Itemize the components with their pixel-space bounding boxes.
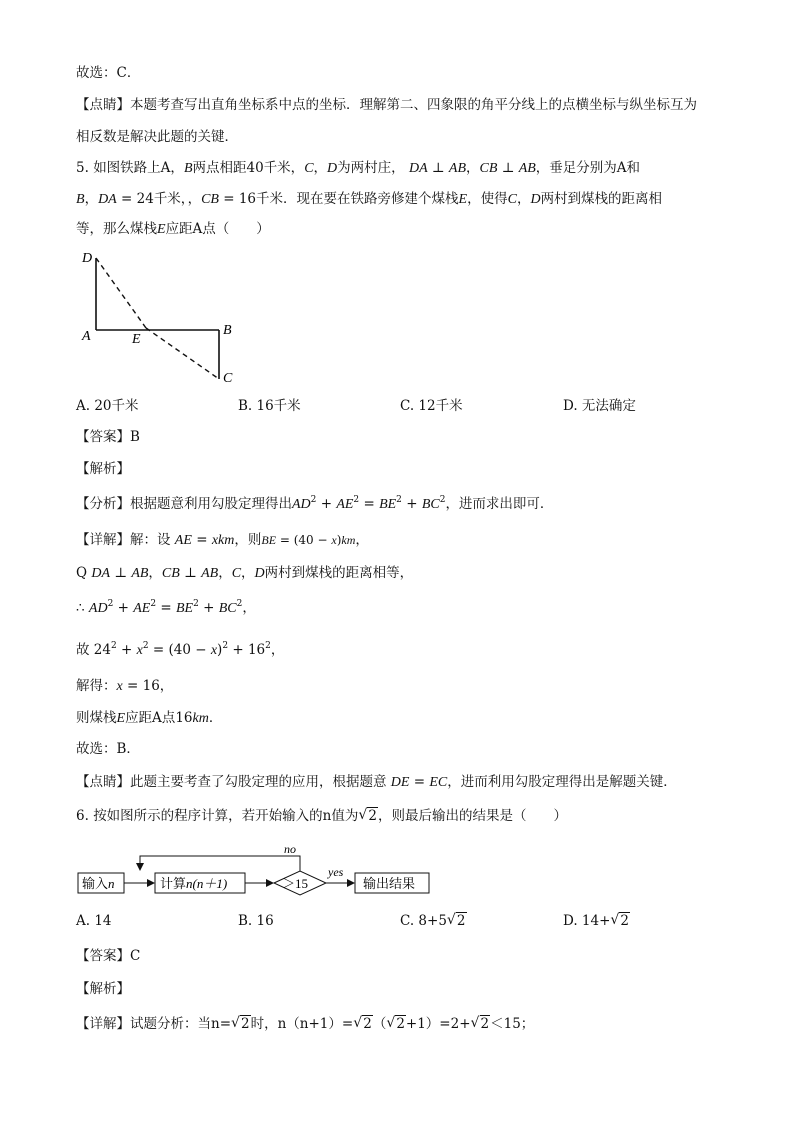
radicand: 2 xyxy=(456,913,466,929)
q5-stem-line3: 等，那么煤栈E应距A点（ ） xyxy=(76,221,270,237)
no-label: no xyxy=(284,842,296,856)
q5-option-d: D. 无法确定 xyxy=(563,398,636,414)
option-text: D. 14+ xyxy=(563,913,611,929)
fenxi-text: ，进而求出即可． xyxy=(445,496,554,512)
question-number: 6. xyxy=(76,808,89,824)
xiangjie-text: 时，n（n+1）= xyxy=(250,1016,354,1032)
label-B: B xyxy=(223,323,232,338)
sqrt-symbol xyxy=(358,807,378,825)
label-A: A xyxy=(82,329,91,344)
xiangjie-text: 两村到煤栈的距离相等， xyxy=(264,565,414,581)
stem-text: 按如图所示的程序计算，若开始输入的n值为 xyxy=(93,808,359,824)
label-E: E xyxy=(132,332,141,347)
q6-xiangjie xyxy=(76,1015,534,1033)
stem-text: 两村到煤栈的距离相 xyxy=(540,191,663,207)
xiangjie-text: 故 xyxy=(76,642,90,658)
stem-text: ，垂足分别为A和 xyxy=(535,160,641,176)
q5-option-c: C. 12千米 xyxy=(400,398,463,414)
stem-text: 千米， xyxy=(153,191,188,207)
radicand: 2 xyxy=(241,1016,250,1032)
radicand: 2 xyxy=(368,808,377,824)
answer-value: B xyxy=(130,429,140,445)
q5-option-a: A. 20千米 xyxy=(76,398,139,414)
q6-answer xyxy=(76,947,140,965)
q5-figure xyxy=(76,246,246,391)
dianjing-text: ，进而利用勾股定理得出是解题关键． xyxy=(447,774,677,790)
q5-xiangjie-line3: ∴ $AD^2 + AE^2 = BE^2 + BC^2$， xyxy=(76,599,256,616)
radicand: 2 xyxy=(480,1016,490,1032)
xiangjie-number: 16 xyxy=(175,710,193,726)
answer-value: C xyxy=(130,948,141,964)
output-label: 输出结果 xyxy=(363,876,416,891)
stem-text: ，则最后输出的结果是（ ） xyxy=(377,808,567,824)
q6-flowchart xyxy=(76,838,436,900)
q5-stem-line2: B，DA = 24千米，，CB = 16千米．现在要在铁路旁修建个煤栈E，使得C，D两村到煤栈的距离相 xyxy=(76,191,663,207)
xiangjie-text: +1）=2+ xyxy=(405,1016,471,1032)
stem-text: 如图铁路上A， xyxy=(93,160,184,176)
q4-answer-line: 故选：C． xyxy=(76,65,141,81)
question-number: 5. xyxy=(76,160,89,176)
xiangjie-text: 解：设 xyxy=(130,532,171,548)
xiangjie-tag: 【详解】 xyxy=(76,532,130,548)
dianjing-tag: 【点睛】 xyxy=(76,774,130,790)
sqrt-symbol xyxy=(386,1015,406,1033)
sqrt-symbol xyxy=(447,912,467,930)
q5-xiangjie-line6: 则煤栈E应距A点16km． xyxy=(76,710,223,726)
xiangjie-text: 解得： xyxy=(76,678,117,694)
q6-option-c xyxy=(400,912,467,930)
stem-number: 40 xyxy=(246,160,264,176)
xiangjie-text: ＜15； xyxy=(490,1016,535,1032)
sqrt-symbol xyxy=(231,1015,251,1033)
q5-xiangjie-line5: 解得：x = 16， xyxy=(76,678,174,694)
stem-text: 等，那么煤栈 xyxy=(76,221,157,237)
q5-option-b: B. 16千米 xyxy=(238,398,301,414)
calc-label: 计算n(n＋1) xyxy=(160,876,228,891)
q6-option-b: B. 16 xyxy=(238,913,274,929)
q5-xiangjie-line2: Q DA ⊥ AB，CB ⊥ AB，C，D两村到煤栈的距离相等， xyxy=(76,565,414,581)
segment-EC xyxy=(146,328,219,379)
sqrt-symbol xyxy=(610,912,630,930)
stem-text: 应距A点（ ） xyxy=(165,221,270,237)
xiangjie-text: ，则 xyxy=(234,532,262,548)
fenxi-tag: 【分析】 xyxy=(76,496,130,512)
loop-back-line xyxy=(140,856,300,871)
comment-text: 本题考查写出直角坐标系中点的坐标．理解第二、四象限的角平分线上的点横坐标与纵坐标互为 xyxy=(130,97,697,113)
input-label: 输入n xyxy=(82,876,115,891)
comment-tag: 【点睛】 xyxy=(76,97,130,113)
q5-xiangjie-line1: 【详解】解：设 AE = xkm，则BE = (40 − x)km， xyxy=(76,532,369,548)
sqrt-symbol xyxy=(471,1015,491,1033)
condition-text: ＞15 xyxy=(282,876,309,891)
q5-stem-line1: 5. 如图铁路上A，B两点相距40千米，C，D为两村庄， DA ⊥ AB，CB ⊥ AB，垂足分别为A和 xyxy=(76,160,641,176)
q5-answer xyxy=(76,428,140,446)
xiangjie-text: （ xyxy=(372,1016,387,1032)
dianjing-text: 此题主要考查了勾股定理的应用，根据题意 xyxy=(130,774,387,790)
stem-text: ， xyxy=(84,191,99,207)
answer-tag: 【答案】 xyxy=(76,429,130,445)
option-text: C. 8+5 xyxy=(400,913,447,929)
radicand: 2 xyxy=(396,1016,405,1032)
yes-label: yes xyxy=(328,865,344,879)
q6-option-a: A. 14 xyxy=(76,913,112,929)
stem-text: 两点相距 xyxy=(192,160,247,176)
stem-text: ，使得 xyxy=(467,191,508,207)
xiangjie-text: 则煤栈 xyxy=(76,710,117,726)
fenxi-text: 根据题意利用勾股定理得出 xyxy=(130,496,292,512)
sqrt-symbol xyxy=(353,1015,373,1033)
xiangjie-text: 试题分析：当n= xyxy=(130,1016,232,1032)
q5-fenxi: 【分析】根据题意利用勾股定理得出$AD^2 + AE^2 = BE^2 + BC^2$，进而求出即可． xyxy=(76,495,554,512)
stem-text: 千米．现在要在铁路旁修建个煤栈 xyxy=(256,191,459,207)
q5-analysis-tag: 【解析】 xyxy=(76,461,130,477)
q4-comment-cont: 相反数是解决此题的关键． xyxy=(76,129,238,145)
q5-dianjing: 【点睛】此题主要考查了勾股定理的应用，根据题意 DE = EC，进而利用勾股定理得出是解题关键． xyxy=(76,774,677,790)
segment-DE xyxy=(96,258,146,328)
q5-xiangjie-line7: 故选：B． xyxy=(76,741,140,757)
radicand: 2 xyxy=(363,1016,372,1032)
label-C: C xyxy=(223,371,233,386)
label-D: D xyxy=(82,251,93,266)
answer-tag: 【答案】 xyxy=(76,948,130,964)
q6-analysis-tag: 【解析】 xyxy=(76,981,130,997)
q6-stem xyxy=(76,807,567,825)
q5-xiangjie-line4: 故 $24^2 + x^2 = (40 - x)^2 + 16^2$， xyxy=(76,641,285,658)
stem-text: 千米， xyxy=(263,160,305,176)
radicand: 2 xyxy=(620,913,630,929)
xiangjie-text: 应距A点 xyxy=(125,710,176,726)
q6-option-d xyxy=(563,912,630,930)
q4-comment xyxy=(76,96,697,114)
xiangjie-tag: 【详解】 xyxy=(76,1016,130,1032)
stem-text: 两村庄， xyxy=(350,160,405,176)
